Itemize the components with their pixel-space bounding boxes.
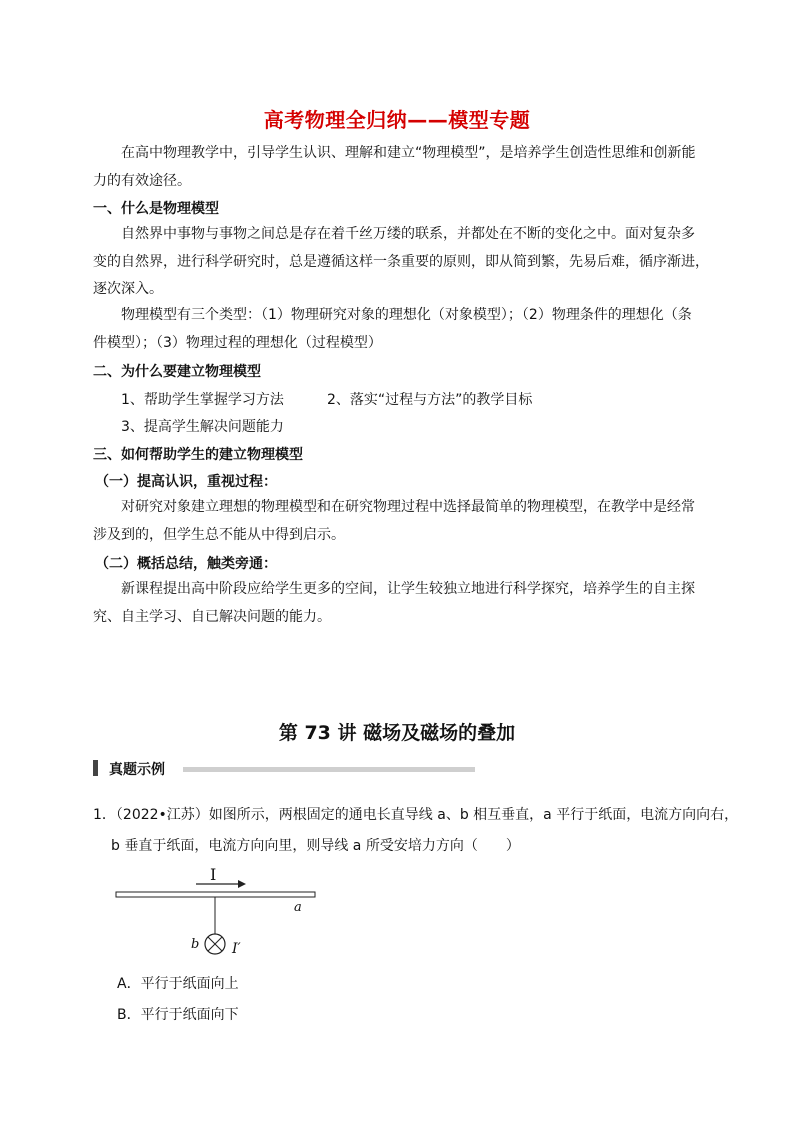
wire-a-label: a bbox=[294, 900, 302, 915]
section-2-heading: 二、为什么要建立物理模型 bbox=[93, 364, 261, 380]
current-b-label: I′ bbox=[232, 941, 241, 957]
wires-figure bbox=[100, 860, 340, 980]
document-title: 高考物理全归纳——模型专题 bbox=[263, 108, 531, 132]
subsection-1-paragraph bbox=[93, 494, 713, 549]
wire-a bbox=[116, 892, 315, 897]
subsection-1-line-2: 涉及到的，但学生总不能从中得到启示。 bbox=[93, 526, 345, 543]
section-1-paragraph-2 bbox=[93, 302, 713, 357]
section-1-p1-line-1: 自然界中事物与事物之间总是存在着千丝万缕的联系，并都处在不断的变化之中。面对复杂多 bbox=[121, 226, 695, 242]
section-2-item-2: 2、落实“过程与方法”的教学目标 bbox=[327, 392, 533, 408]
subsection-1-heading: （一）提高认识，重视过程： bbox=[95, 474, 277, 490]
section-2-item-3: 3、提高学生解决问题能力 bbox=[121, 419, 284, 435]
wire-b-label: b bbox=[191, 937, 200, 952]
lecture-title: 第 73 讲 磁场及磁场的叠加 bbox=[278, 722, 516, 744]
subsection-2-paragraph bbox=[93, 576, 713, 631]
section-banner bbox=[93, 758, 393, 778]
section-1-p2-line-2: 件模型）；（3）物理过程的理想化（过程模型） bbox=[93, 334, 382, 351]
section-banner-label: 真题示例 bbox=[109, 762, 165, 778]
section-3-heading: 三、如何帮助学生的建立物理模型 bbox=[93, 447, 303, 463]
subsection-2-line-1: 新课程提出高中阶段应给学生更多的空间，让学生较独立地进行科学探究，培养学生的自主探 bbox=[121, 581, 695, 597]
subsection-2-line-2: 究、自主学习、自已解决问题的能力。 bbox=[93, 608, 331, 625]
question-line-1: 1．（2022•江苏）如图所示，两根固定的通电长直导线 a、b 相互垂直，a 平行于纸面，电流方向向右， bbox=[93, 807, 739, 823]
question-line-2: b 垂直于纸面，电流方向向里，则导线 a 所受安培力方向（ ） bbox=[111, 838, 520, 854]
section-1-p1-line-3: 逐次深入。 bbox=[93, 281, 163, 297]
intro-line-1: 在高中物理教学中，引导学生认识、理解和建立“物理模型”，是培养学生创造性思维和创新能 bbox=[121, 145, 696, 161]
section-banner-rule bbox=[183, 767, 475, 772]
current-a-label: I bbox=[210, 865, 217, 884]
option-b: B．平行于纸面向下 bbox=[117, 1007, 239, 1023]
section-1-p2-line-1: 物理模型有三个类型：（1）物理研究对象的理想化（对象模型）；（2）物理条件的理想化（条 bbox=[121, 307, 692, 323]
current-a-arrowhead bbox=[238, 880, 246, 888]
subsection-1-line-1: 对研究对象建立理想的物理模型和在研究物理过程中选择最简单的物理模型，在教学中是经常 bbox=[121, 499, 695, 515]
section-1-p1-line-2: 变的自然界，进行科学研究时，总是遵循这样一条重要的原则，即从简到繁，先易后难，循序渐进， bbox=[93, 253, 709, 270]
section-1-heading: 一、什么是物理模型 bbox=[93, 201, 219, 217]
section-1-paragraph-1 bbox=[93, 221, 713, 304]
intro-line-2: 力的有效途径。 bbox=[93, 172, 191, 189]
section-2-item-1: 1、帮助学生掌握学习方法 bbox=[121, 392, 284, 408]
subsection-2-heading: （二）概括总结，触类旁通： bbox=[95, 556, 277, 572]
option-a: A．平行于纸面向上 bbox=[117, 976, 239, 992]
intro-paragraph bbox=[93, 140, 713, 195]
section-banner-marker bbox=[93, 760, 98, 776]
